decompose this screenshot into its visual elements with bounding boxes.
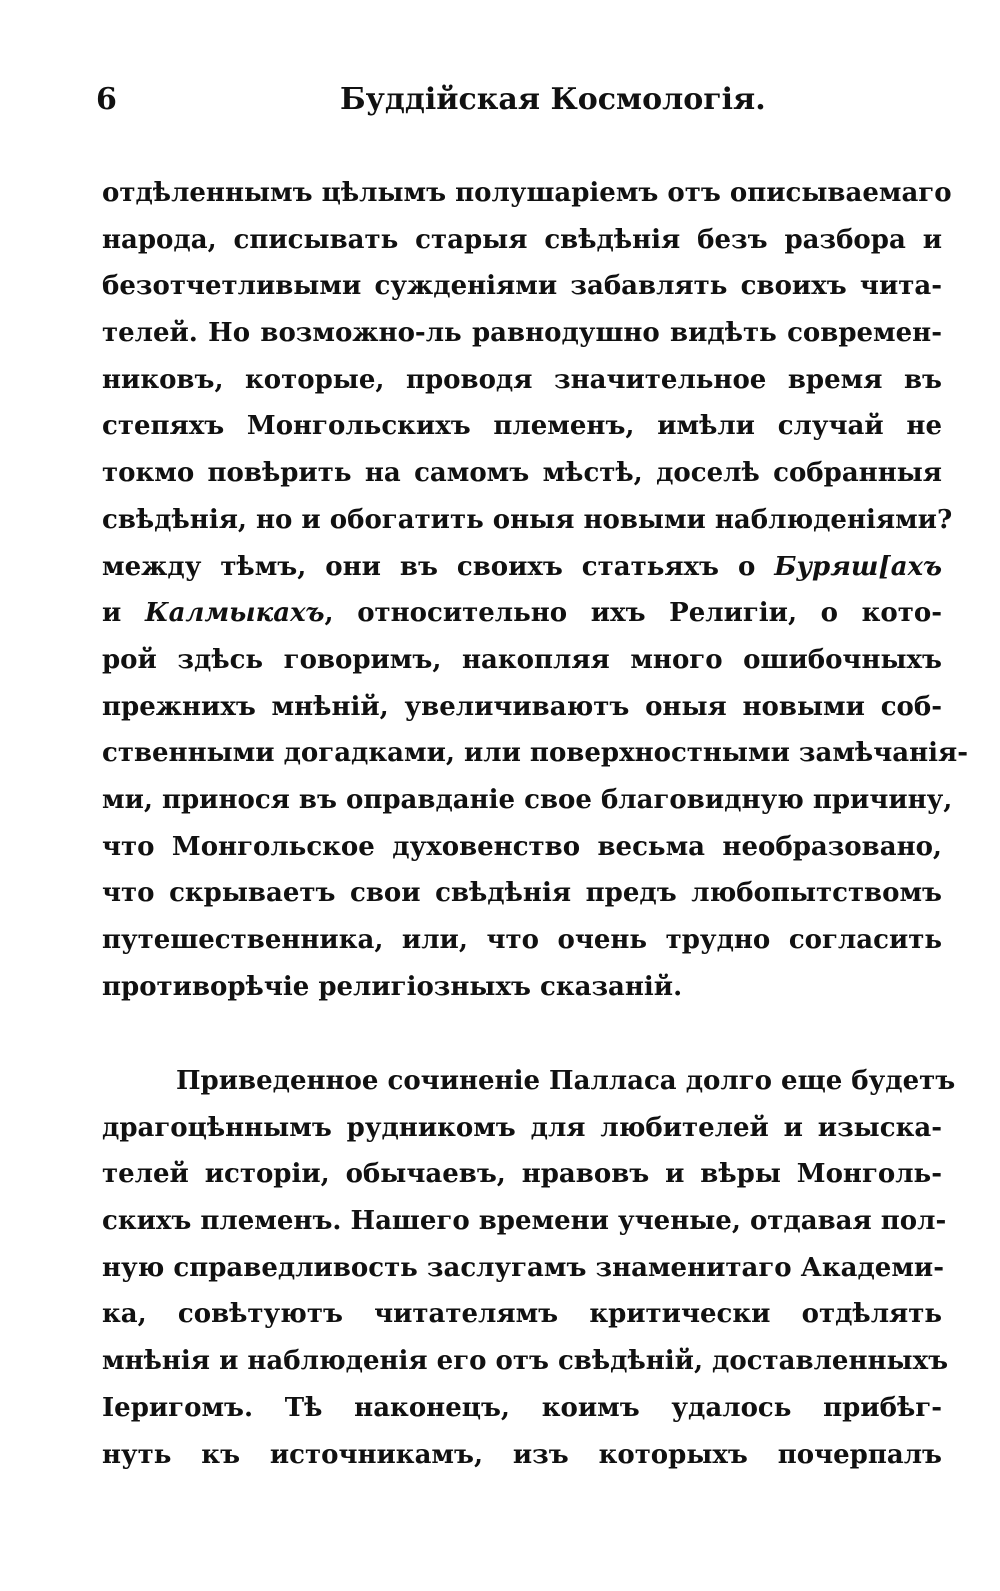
- text-line: скихъ племенъ. Нашего времени ученые, отдавая пол-: [102, 1206, 947, 1237]
- italic-name: Буряш[ахъ: [774, 551, 942, 582]
- text-line: что скрываетъ свои свѣдѣнія предъ любопытствомъ: [102, 878, 942, 909]
- page-header: [96, 80, 856, 120]
- text-line: рой здѣсь говоримъ, накопляя много ошибочныхъ: [102, 644, 942, 675]
- text-line: путешественника, или, что очень трудно согласить: [102, 925, 942, 955]
- text-line: никовъ, которые, проводя значительное время въ: [102, 364, 942, 395]
- text-line: ную справедливость заслугамъ знаменитаго Академи-: [102, 1252, 945, 1283]
- text-line: свѣдѣнія, но и обогатить оныя новыми наблюденіями?: [102, 504, 953, 535]
- text-line: между тѣмъ, они въ своихъ статьяхъ о Буряш[ахъ: [102, 551, 942, 582]
- page-number: 6: [96, 82, 117, 117]
- text-line: ми, принося въ оправданіе свое благовидную причину,: [102, 784, 953, 815]
- text-line: токмо повѣрить на самомъ мѣстѣ, доселѣ собранныя: [102, 458, 942, 489]
- text-line: прежнихъ мнѣній, увеличиваютъ оныя новыми соб-: [102, 691, 942, 722]
- text-line: телей исторіи, обычаевъ, нравовъ и вѣры Монголь-: [102, 1159, 942, 1190]
- text-line: Приведенное сочиненіе Палласа долго еще будетъ: [176, 1066, 956, 1096]
- text-line: и Калмыкахъ, относительно ихъ Религіи, о кото-: [102, 598, 942, 629]
- text-line: драгоцѣннымъ рудникомъ для любителей и изыска-: [102, 1112, 942, 1143]
- text-line: противорѣчіе религіозныхъ сказаній.: [102, 971, 683, 1002]
- running-title: Буддійская Космологія.: [340, 82, 766, 117]
- text-line: ственными догадками, или поверхностными замѣчанія-: [102, 738, 968, 769]
- text-line: степяхъ Монгольскихъ племенъ, имѣли случай не: [102, 411, 942, 442]
- text-line: народа, списывать старыя свѣдѣнія безъ разбора и: [102, 224, 942, 255]
- text-line: Іеригомъ. Тѣ наконецъ, коимъ удалось прибѣг-: [102, 1392, 942, 1423]
- text-line: мнѣнія и наблюденія его отъ свѣдѣній, доставленныхъ: [102, 1346, 949, 1377]
- text-line: что Монгольское духовенство весьма необразовано,: [102, 831, 942, 862]
- text-line: безотчетливыми сужденіями забавлять своихъ чита-: [102, 271, 942, 302]
- text-line: отдѣленнымъ цѣлымъ полушаріемъ отъ описываемаго: [102, 178, 952, 208]
- paragraph-2: [102, 1058, 956, 1478]
- text-line: ка, совѣтуютъ читателямъ критически отдѣлять: [102, 1299, 942, 1330]
- text-line: телей. Но возможно-ль равнодушно видѣть современ-: [102, 318, 942, 349]
- text-line: нуть къ источникамъ, изъ которыхъ почерпалъ: [102, 1439, 942, 1470]
- italic-name: Калмыкахъ: [144, 598, 325, 629]
- paragraph-1: [102, 170, 968, 1010]
